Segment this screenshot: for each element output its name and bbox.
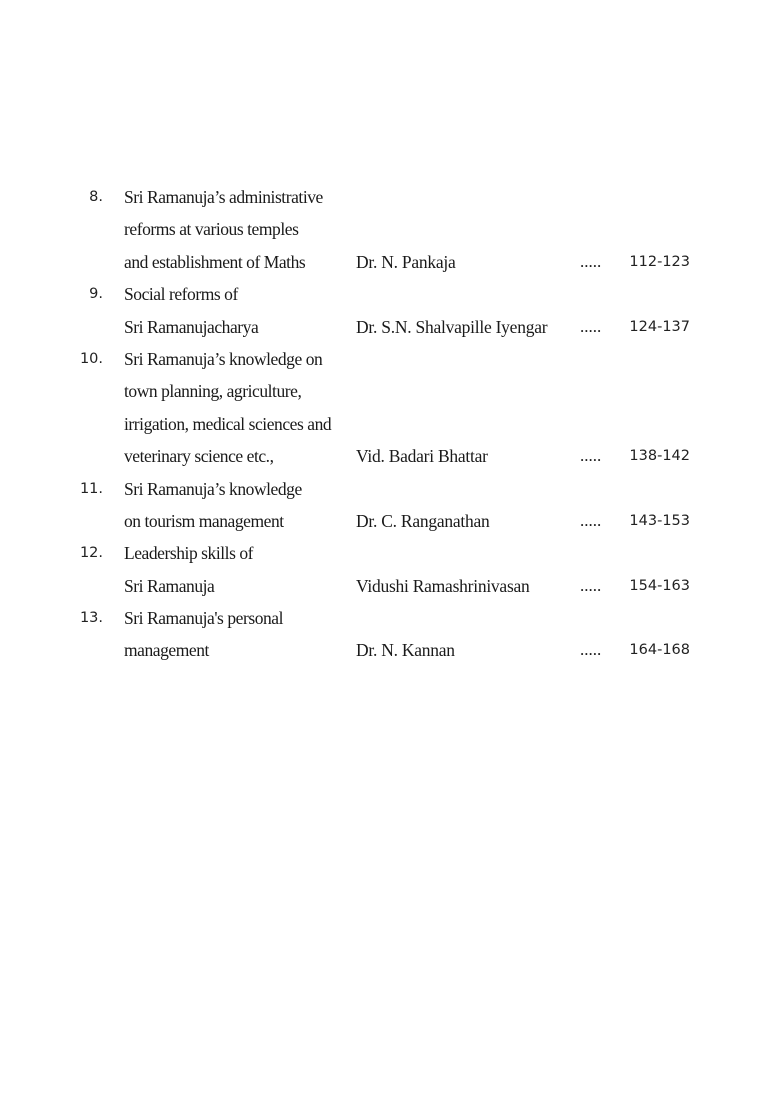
entry-number: 12. xyxy=(79,545,103,562)
toc-line xyxy=(0,537,780,569)
entry-title-line: irrigation, medical sciences and xyxy=(124,413,332,434)
entry-page-range: 112-123 xyxy=(629,253,690,270)
entry-number: 13. xyxy=(79,610,103,627)
table-of-contents xyxy=(0,181,780,667)
entry-number: 9. xyxy=(89,286,103,303)
entry-author: Dr. S.N. Shalvapille Iyengar xyxy=(356,316,548,337)
toc-entry xyxy=(0,343,780,473)
entry-leader-dots: ..... xyxy=(580,575,602,595)
entry-author: Vid. Badari Bhattar xyxy=(356,446,488,467)
entry-leader-dots: ..... xyxy=(580,251,602,271)
entry-title-line: Sri Ramanuja’s administrative xyxy=(124,187,323,207)
toc-line xyxy=(0,278,780,310)
toc-entry xyxy=(0,537,780,602)
toc-line xyxy=(0,440,780,472)
entry-author: Dr. N. Kannan xyxy=(356,640,455,661)
toc-line xyxy=(0,570,780,602)
entry-title-line: Sri Ramanuja xyxy=(124,575,215,596)
toc-line xyxy=(0,181,780,213)
entry-leader-dots: ..... xyxy=(580,316,602,336)
entry-page-range: 154-163 xyxy=(629,577,690,594)
toc-line xyxy=(0,246,780,278)
entry-title-line: on tourism management xyxy=(124,510,284,531)
entry-title-line: Sri Ramanuja’s knowledge xyxy=(124,478,302,499)
toc-entry xyxy=(0,602,780,667)
entry-page-range: 124-137 xyxy=(629,318,690,335)
toc-line xyxy=(0,634,780,666)
entry-page-range: 138-142 xyxy=(629,448,690,465)
entry-page-range: 164-168 xyxy=(629,642,690,659)
toc-entry xyxy=(0,278,780,343)
toc-line xyxy=(0,213,780,245)
toc-line xyxy=(0,311,780,343)
entry-title-line: Sri Ramanuja’s knowledge on xyxy=(124,348,323,369)
entry-leader-dots: ..... xyxy=(580,510,602,530)
entry-title-line: Sri Ramanuja's personal xyxy=(124,608,284,629)
entry-number: 10. xyxy=(79,350,103,367)
entry-number: 8. xyxy=(89,189,103,205)
entry-title-line: Leadership skills of xyxy=(124,543,254,564)
entry-title-line: management xyxy=(124,640,209,661)
entry-title-line: Social reforms of xyxy=(124,284,238,305)
toc-line xyxy=(0,602,780,634)
entry-title-line: and establishment of Maths xyxy=(124,251,306,272)
entry-author: Dr. N. Pankaja xyxy=(356,251,456,272)
entry-author: Vidushi Ramashrinivasan xyxy=(356,575,530,596)
toc-line xyxy=(0,408,780,440)
entry-leader-dots: ..... xyxy=(580,640,602,660)
entry-author: Dr. C. Ranganathan xyxy=(356,510,490,531)
entry-title-line: town planning, agriculture, xyxy=(124,381,302,402)
toc-line xyxy=(0,343,780,375)
entry-title-line: reforms at various temples xyxy=(124,219,299,240)
toc-line xyxy=(0,505,780,537)
entry-title-line: Sri Ramanujacharya xyxy=(124,316,259,337)
entry-page-range: 143-153 xyxy=(629,512,690,529)
entry-number: 11. xyxy=(79,480,103,497)
entry-title-line: veterinary science etc., xyxy=(124,446,274,467)
toc-line xyxy=(0,473,780,505)
entry-leader-dots: ..... xyxy=(580,446,602,466)
toc-entry xyxy=(0,473,780,538)
toc-line xyxy=(0,375,780,407)
toc-entry xyxy=(0,181,780,278)
